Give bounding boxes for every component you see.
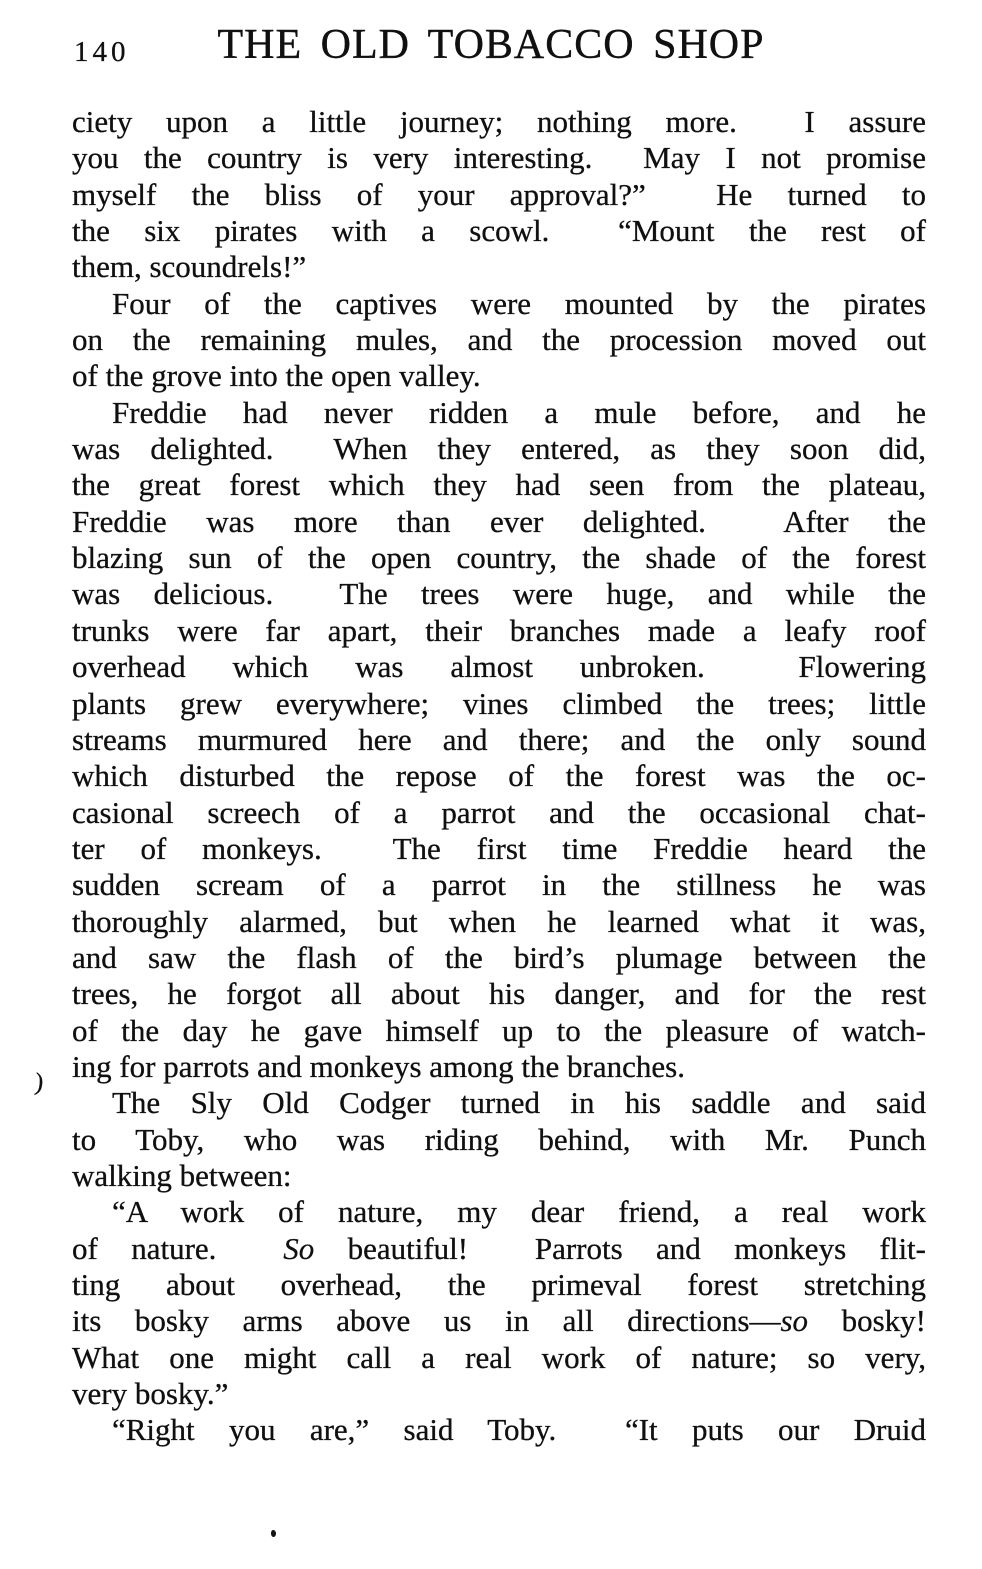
- running-title: THE OLD TOBACCO SHOP: [217, 22, 765, 68]
- text-segment: walking between:: [72, 1157, 292, 1193]
- text-line: [72, 613, 926, 649]
- text-segment: Freddie had never ridden a mule before, and he: [112, 394, 926, 430]
- text-line: [72, 249, 926, 285]
- text-line: [72, 140, 926, 176]
- text-segment: casional screech of a parrot and the occasional chat-: [72, 794, 926, 830]
- text-segment: trunks were far apart, their branches made a leafy roof: [72, 612, 926, 648]
- text-segment: “Right you are,” said Toby. “It puts our Druid: [112, 1412, 926, 1448]
- text-segment: ing for parrots and monkeys among the branches.: [72, 1048, 685, 1084]
- text-segment: beautiful! Parrots and monkeys flit-: [314, 1230, 926, 1266]
- text-segment: ter of monkeys. The first time Freddie heard the: [72, 830, 926, 866]
- text-line: [72, 831, 926, 867]
- text-segment: trees, he forgot all about his danger, and for the rest: [72, 976, 926, 1012]
- text-segment: which disturbed the repose of the forest was the oc-: [72, 758, 926, 794]
- text-line: [72, 395, 926, 431]
- text-segment: thoroughly alarmed, but when he learned what it was,: [72, 903, 926, 939]
- text-line: [72, 504, 926, 540]
- text-line: [72, 576, 926, 612]
- text-segment: bosky!: [808, 1303, 926, 1339]
- text-segment: the great forest which they had seen from the plateau,: [72, 467, 926, 503]
- text-line: [72, 431, 926, 467]
- text-segment: them, scoundrels!”: [72, 249, 307, 285]
- text-line: [72, 213, 926, 249]
- text-line: [72, 904, 926, 940]
- text-line: [72, 1122, 926, 1158]
- text-segment: Four of the captives were mounted by the pirates: [112, 285, 926, 321]
- text-segment: blazing sun of the open country, the shade of the forest: [72, 540, 926, 576]
- text-line: [72, 177, 926, 213]
- text-line: [72, 1158, 926, 1194]
- text-segment: very bosky.”: [72, 1376, 229, 1412]
- text-segment: to Toby, who was riding behind, with Mr. Punch: [72, 1121, 926, 1157]
- text-segment: and saw the flash of the bird’s plumage between the: [72, 939, 926, 975]
- page-body-text: [72, 104, 926, 1449]
- text-line: [72, 104, 926, 140]
- text-line: [72, 1267, 926, 1303]
- text-line: [72, 1412, 926, 1448]
- text-segment: you the country is very interesting. May I not promise: [72, 140, 926, 176]
- text-line: [72, 1085, 926, 1121]
- text-segment: ciety upon a little journey; nothing more. I assure: [72, 104, 926, 139]
- ink-speck: [271, 1530, 276, 1537]
- text-line: [72, 1376, 926, 1412]
- text-line: [72, 1013, 926, 1049]
- text-segment: myself the bliss of your approval?” He turned to: [72, 176, 926, 212]
- italic-text: so: [780, 1303, 809, 1339]
- text-segment: overhead which was almost unbroken. Flowering: [72, 649, 926, 685]
- text-segment: was delicious. The trees were huge, and while the: [72, 576, 926, 612]
- text-line: [72, 358, 926, 394]
- text-segment: streams murmured here and there; and the only sound: [72, 721, 926, 757]
- text-segment: its bosky arms above us in all directions—: [72, 1303, 781, 1339]
- text-segment: was delighted. When they entered, as they soon did,: [72, 431, 926, 467]
- text-line: [72, 795, 926, 831]
- text-line: [72, 322, 926, 358]
- text-line: [72, 286, 926, 322]
- text-line: [72, 867, 926, 903]
- text-line: [72, 686, 926, 722]
- italic-text: So: [283, 1230, 315, 1266]
- page-number: 140: [74, 36, 130, 68]
- text-segment: the six pirates with a scowl. “Mount the rest of: [72, 213, 926, 249]
- text-segment: on the remaining mules, and the procession moved out: [72, 322, 926, 358]
- text-line: [72, 758, 926, 794]
- text-line: [72, 940, 926, 976]
- ink-mark-margin: ): [33, 1068, 45, 1097]
- text-line: [72, 1049, 926, 1085]
- text-line: [72, 976, 926, 1012]
- text-line: [72, 649, 926, 685]
- text-line: [72, 467, 926, 503]
- text-line: [72, 1194, 926, 1230]
- text-segment: of nature.: [72, 1230, 284, 1266]
- text-segment: Freddie was more than ever delighted. After the: [72, 503, 926, 539]
- text-segment: of the grove into the open valley.: [72, 358, 481, 394]
- text-segment: The Sly Old Codger turned in his saddle and said: [112, 1085, 926, 1121]
- text-line: [72, 540, 926, 576]
- text-segment: plants grew everywhere; vines climbed the trees; little: [72, 685, 926, 721]
- text-line: [72, 1231, 926, 1267]
- text-segment: ting about overhead, the primeval forest stretching: [72, 1267, 926, 1302]
- text-line: [72, 1340, 926, 1376]
- text-segment: sudden scream of a parrot in the stillness he was: [72, 867, 926, 903]
- text-segment: of the day he gave himself up to the pleasure of watch-: [72, 1012, 926, 1048]
- text-segment: “A work of nature, my dear friend, a real work: [112, 1194, 926, 1230]
- text-line: [72, 722, 926, 758]
- text-segment: What one might call a real work of nature; so very,: [72, 1339, 926, 1375]
- text-line: [72, 1303, 926, 1339]
